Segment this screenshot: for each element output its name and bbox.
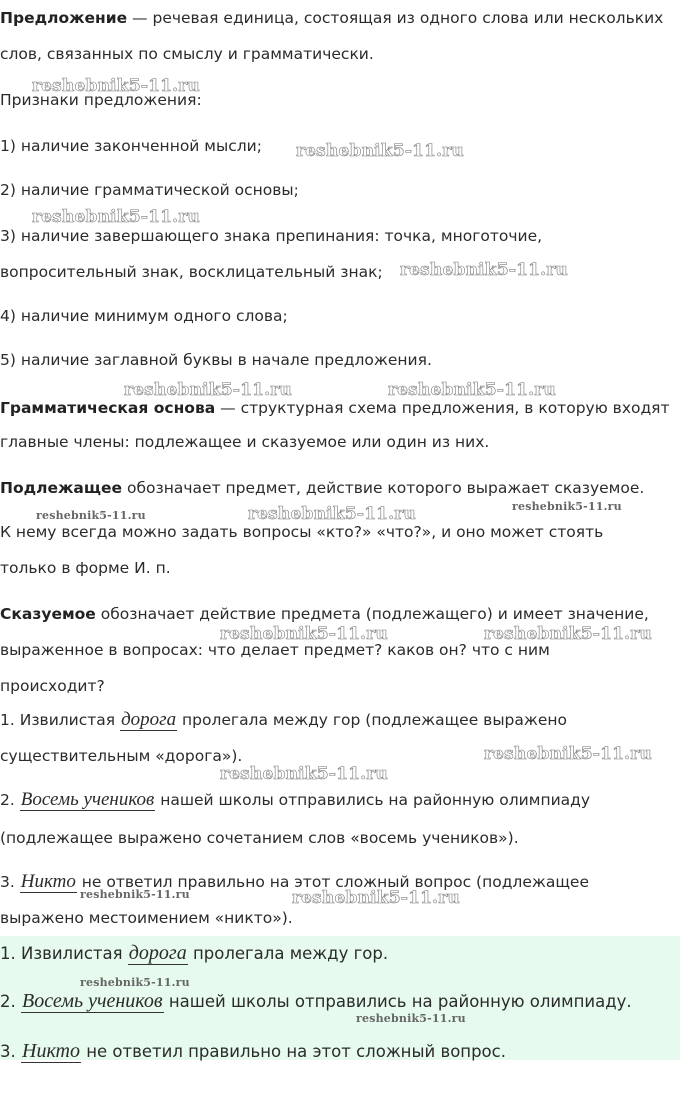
watermark: reshebnik5-11.ru — [36, 509, 146, 522]
answer-line-3 — [0, 1041, 506, 1062]
example-1-line-2: существительным «дорога»). — [0, 747, 243, 765]
term-predicate: Сказуемое — [0, 605, 96, 623]
term-basis: Грамматическая основа — [0, 399, 216, 417]
answer-text: не ответил правильно на этот сложный вопрос. — [80, 1042, 506, 1061]
term-sentence: Предложение — [0, 9, 128, 27]
subject-definition-line-3: только в форме И. п. — [0, 559, 171, 577]
watermark: reshebnik5-11.ru — [296, 141, 464, 161]
watermark: reshebnik5-11.ru — [484, 744, 652, 764]
answer-line-2 — [0, 991, 632, 1012]
example-text: Извилистая — [14, 711, 121, 729]
term-subject: Подлежащее — [0, 479, 123, 497]
signs-heading: Признаки предложения: — [0, 91, 202, 109]
sentence-definition-line-2: слов, связанных по смыслу и грамматически. — [0, 45, 374, 63]
watermark: reshebnik5-11.ru — [388, 380, 556, 400]
example-text: нашей школы отправились на районную олимпиаду — [155, 791, 591, 809]
watermark: reshebnik5-11.ru — [512, 500, 622, 513]
watermark: reshebnik5-11.ru — [32, 207, 200, 227]
predicate-definition-line-3: происходит? — [0, 677, 105, 695]
sign-item-3-cont: вопросительный знак, восклицательный знак; — [0, 263, 383, 281]
subject-definition-text: обозначает предмет, действие которого выражает сказуемое. — [122, 479, 645, 497]
example-text: пролегала между гор (подлежащее выражено — [177, 711, 568, 729]
answer-number: 2. — [0, 992, 16, 1011]
sign-item-3: 3) наличие завершающего знака препинания: точка, многоточие, — [0, 227, 543, 245]
answer-line-1 — [0, 943, 388, 964]
basis-definition-line-2: главные члены: подлежащее и сказуемое или один из них. — [0, 433, 490, 451]
watermark: reshebnik5-11.ru — [292, 888, 460, 908]
sentence-definition-text: — речевая единица, состоящая из одного слова или нескольких — [127, 9, 664, 27]
answer-number: 3. — [0, 1042, 16, 1061]
answer-subject: Восемь учеников — [22, 990, 163, 1012]
watermark: reshebnik5-11.ru — [220, 764, 388, 784]
predicate-definition-line-2: выраженное в вопросах: что делает предмет? каков он? что с ним — [0, 641, 550, 659]
sign-item-1: 1) наличие законченной мысли; — [0, 137, 262, 155]
answer-text: нашей школы отправились на районную олимпиаду. — [163, 992, 632, 1011]
example-number: 1. — [0, 711, 15, 729]
watermark: reshebnik5-11.ru — [80, 976, 190, 989]
example-subject: Восемь учеников — [20, 789, 155, 810]
watermark: reshebnik5-11.ru — [400, 260, 568, 280]
sign-item-2: 2) наличие грамматической основы; — [0, 181, 299, 199]
sign-item-4: 4) наличие минимум одного слова; — [0, 307, 288, 325]
example-subject: Никто — [20, 871, 76, 892]
predicate-definition-text: обозначает действие предмета (подлежащего) и имеет значение, — [95, 605, 649, 623]
example-1-line-1 — [0, 710, 567, 730]
example-text — [15, 873, 20, 891]
answer-box — [0, 936, 680, 1060]
example-text — [15, 791, 20, 809]
watermark: reshebnik5-11.ru — [220, 624, 388, 644]
example-subject: дорога — [121, 709, 177, 730]
subject-definition-line-1 — [0, 478, 644, 498]
example-2-line-2: (подлежащее выражено сочетанием слов «восемь учеников»). — [0, 829, 519, 847]
example-text: не ответил правильно на этот сложный вопрос (подлежащее — [76, 873, 590, 891]
predicate-definition-line-1 — [0, 604, 649, 624]
sentence-definition-line-1 — [0, 8, 663, 28]
answer-subject: дорога — [128, 942, 187, 964]
basis-definition-line-1 — [0, 398, 670, 418]
watermark: reshebnik5-11.ru — [80, 888, 190, 901]
answer-subject: Никто — [22, 1040, 80, 1062]
example-2-line-1 — [0, 790, 590, 810]
watermark: reshebnik5-11.ru — [32, 76, 200, 96]
watermark: reshebnik5-11.ru — [124, 380, 292, 400]
watermark: reshebnik5-11.ru — [484, 624, 652, 644]
example-number: 3. — [0, 873, 15, 891]
watermark: reshebnik5-11.ru — [356, 1012, 466, 1025]
basis-definition-text: — структурная схема предложения, в которую входят — [215, 399, 670, 417]
sign-item-5: 5) наличие заглавной буквы в начале предложения. — [0, 351, 432, 369]
example-3-line-2: выражено местоимением «никто»). — [0, 909, 293, 927]
subject-definition-line-2: К нему всегда можно задать вопросы «кто?» «что?», и оно может стоять — [0, 523, 604, 541]
answer-text: пролегала между гор. — [187, 944, 389, 963]
answer-number: 1. — [0, 944, 16, 963]
watermark: reshebnik5-11.ru — [248, 504, 416, 524]
example-number: 2. — [0, 791, 15, 809]
answer-text: Извилистая — [15, 944, 128, 963]
